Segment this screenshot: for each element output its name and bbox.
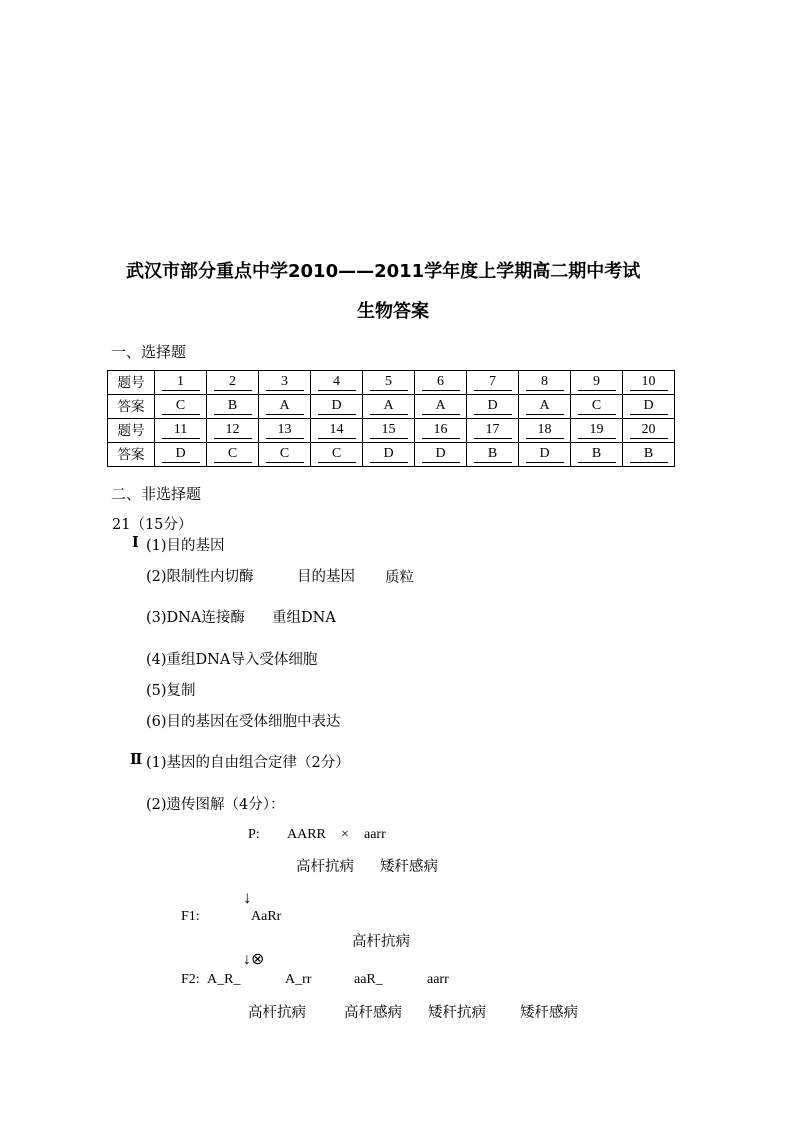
cell-text: D [162,446,200,463]
answer-table-row [108,419,675,443]
answer-table-cell [623,443,675,467]
f2-phenotype-4: 矮秆感病 [520,1005,578,1021]
selfing-arrow-icon: ↓⊗ [243,951,265,968]
f1-phenotype: 高杆抗病 [352,934,410,950]
answer-table-row [108,443,675,467]
cell-text: B [630,446,668,463]
answer-table-cell [311,443,363,467]
answer-table-row [108,395,675,419]
cell-text: A [370,398,408,415]
p-parent-2: aarr [364,827,386,842]
answer-1-2c: 质粒 [385,570,414,586]
row-label-text: 题号 [117,422,145,439]
cell-text: 17 [474,422,512,439]
answer-table-cell [207,371,259,395]
answer-table-cell [207,419,259,443]
answer-table-cell [207,395,259,419]
answer-1-3b: 重组DNA [272,610,336,626]
f2-phenotype-2: 高秆感病 [344,1005,402,1021]
answer-table-cell [155,371,207,395]
cell-text: C [318,446,356,463]
answer-table-cell [467,443,519,467]
answer-table-cell [259,419,311,443]
cell-text: 4 [318,374,356,391]
answer-1-2a: (2)限制性内切酶 [146,569,254,585]
cell-text: D [318,398,356,415]
cell-text: 9 [578,374,616,391]
cell-text: D [630,398,668,415]
answer-table-cell [623,419,675,443]
answer-table-row-label [108,419,155,443]
answer-table-cell [415,419,467,443]
p-phenotype-1: 高杆抗病 [296,859,354,875]
f2-genotype-4: aarr [427,972,449,987]
p-phenotype-2: 矮秆感病 [380,859,438,875]
cell-text: 8 [526,374,564,391]
answer-table-cell [363,443,415,467]
answer-table-cell [519,371,571,395]
answer-table [107,370,675,467]
part-2-marker: Ⅱ [130,751,143,768]
answer-table-cell [519,443,571,467]
cell-text: 11 [162,422,200,439]
answer-table-cell [519,395,571,419]
cell-text: 5 [370,374,408,391]
cell-text: 10 [630,374,668,391]
f2-genotype-1: A_R_ [207,972,241,987]
answer-table-row-label [108,443,155,467]
arrow-down-icon: ↓ [243,888,252,907]
row-label-text: 答案 [117,446,145,463]
row-label-text: 题号 [117,374,145,391]
answer-1-5: (5)复制 [146,683,196,699]
cell-text: B [474,446,512,463]
f2-label: F2: [181,972,200,987]
answer-table-row-label [108,371,155,395]
answer-2-2: (2)遗传图解（4分）： [146,797,285,813]
f2-phenotype-3: 矮秆抗病 [428,1005,486,1021]
cell-text: C [578,398,616,415]
cell-text: A [422,398,460,415]
cross-symbol: × [341,827,349,842]
cell-text: B [214,398,252,415]
cell-text: 6 [422,374,460,391]
p-label: P: [248,827,260,842]
answer-1-2b: 目的基因 [297,569,355,585]
row-label-text: 答案 [117,398,145,415]
f1-label: F1: [181,909,200,924]
answer-table-cell [415,443,467,467]
answer-table-cell [155,443,207,467]
cell-text: 12 [214,422,252,439]
cell-text: 20 [630,422,668,439]
page-subtitle: 生物答案 [357,301,429,322]
f2-phenotype-1: 高杆抗病 [248,1005,306,1021]
answer-table-cell [363,419,415,443]
answer-table-cell [207,443,259,467]
answer-table-cell [519,419,571,443]
answer-table-cell [571,443,623,467]
answer-table-cell [571,371,623,395]
question-21-label: 21（15分） [112,517,193,533]
answer-table-cell [311,419,363,443]
cell-text: 3 [266,374,304,391]
cell-text: D [422,446,460,463]
answer-table-cell [363,395,415,419]
answer-table-cell [155,395,207,419]
answer-table-cell [363,371,415,395]
cell-text: 7 [474,374,512,391]
cell-text: 15 [370,422,408,439]
cell-text: 16 [422,422,460,439]
cell-text: C [162,398,200,415]
cell-text: 2 [214,374,252,391]
answer-table-cell [259,443,311,467]
cell-text: 19 [578,422,616,439]
answer-table-cell [571,419,623,443]
section-heading-choice: 一、选择题 [111,343,187,361]
cell-text: 14 [318,422,356,439]
answer-table-row-label [108,395,155,419]
cell-text: D [474,398,512,415]
cell-text: D [526,446,564,463]
answer-table-cell [571,395,623,419]
answer-table-cell [311,371,363,395]
answer-1-3a: (3)DNA连接酶 [146,610,245,626]
answer-table-cell [415,371,467,395]
cell-text: A [266,398,304,415]
cell-text: A [526,398,564,415]
cell-text: C [214,446,252,463]
answer-1-6: (6)目的基因在受体细胞中表达 [146,714,341,730]
p-parent-1: AARR [287,827,326,842]
page-title: 武汉市部分重点中学2010——2011学年度上学期高二期中考试 [126,261,641,282]
answer-1-1: (1)目的基因 [146,538,225,554]
cell-text: 1 [162,374,200,391]
answer-table-row [108,371,675,395]
cell-text: 18 [526,422,564,439]
answer-2-1: (1)基因的自由组合定律（2分） [146,755,350,771]
cell-text: D [370,446,408,463]
part-1-marker: Ⅰ [132,534,139,551]
answer-table-cell [623,395,675,419]
answer-table-cell [623,371,675,395]
answer-table-cell [155,419,207,443]
answer-table-cell [311,395,363,419]
answer-table-cell [259,395,311,419]
answer-table-cell [467,419,519,443]
answer-table-cell [467,395,519,419]
f2-genotype-2: A_rr [285,972,312,987]
f2-genotype-3: aaR_ [354,972,383,987]
answer-table-cell [259,371,311,395]
cell-text: C [266,446,304,463]
cell-text: B [578,446,616,463]
answer-table-cell [467,371,519,395]
answer-1-4: (4)重组DNA导入受体细胞 [146,652,318,668]
cell-text: 13 [266,422,304,439]
section-heading-nonchoice: 二、非选择题 [111,485,202,503]
answer-table-cell [415,395,467,419]
f1-genotype: AaRr [251,909,282,924]
